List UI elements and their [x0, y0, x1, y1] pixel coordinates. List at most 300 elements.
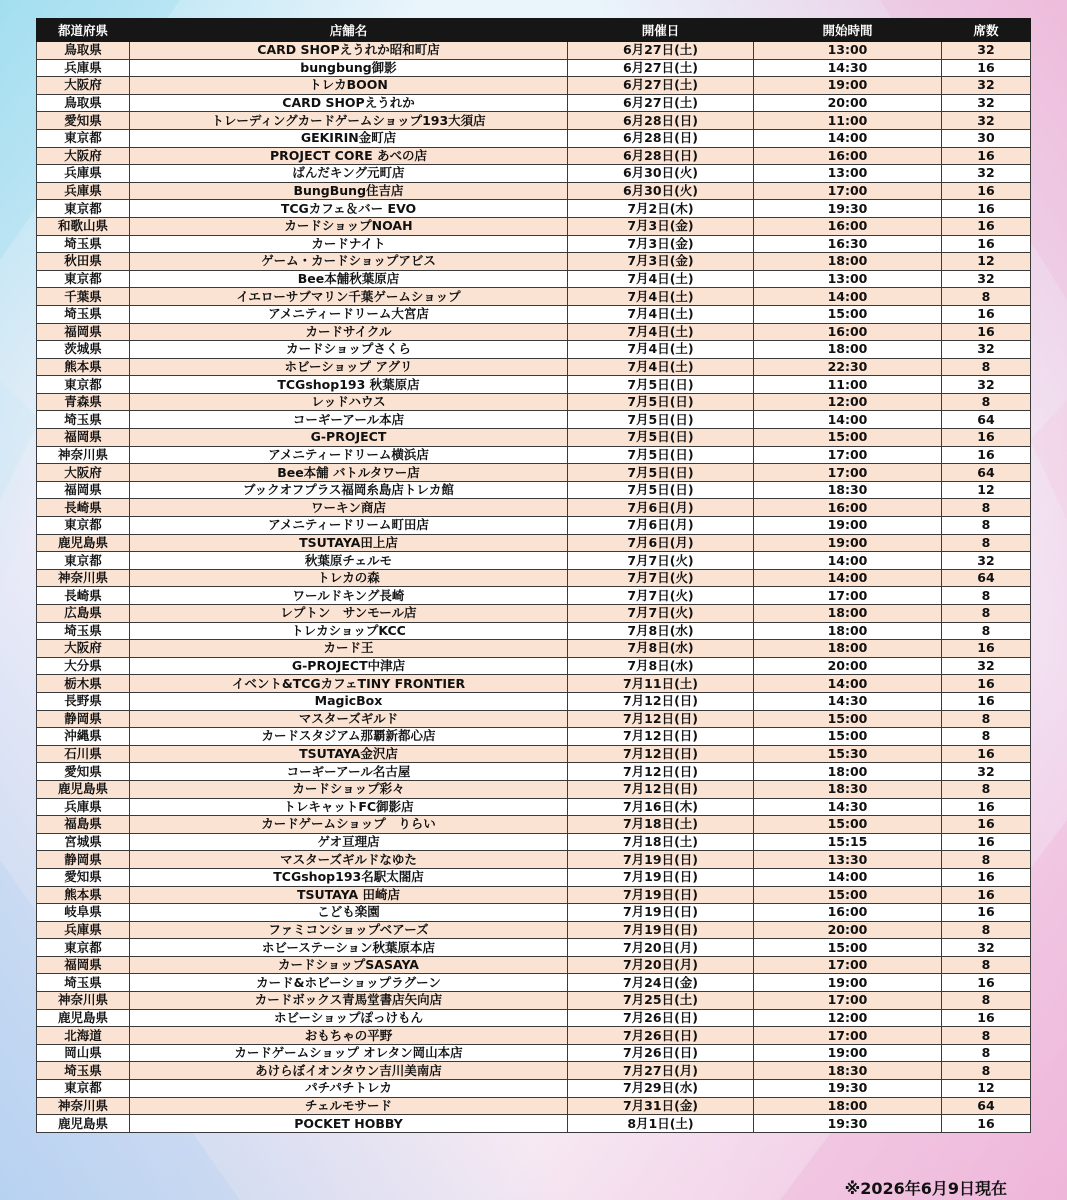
cell-start-time: 18:00	[754, 1097, 942, 1115]
cell-date: 7月3日(金)	[568, 217, 754, 235]
cell-start-time: 18:30	[754, 481, 942, 499]
cell-date: 7月12日(日)	[568, 780, 754, 798]
cell-prefecture: 神奈川県	[37, 1097, 130, 1115]
cell-prefecture: 兵庫県	[37, 921, 130, 939]
cell-seats: 12	[942, 1080, 1031, 1098]
table-row	[37, 992, 1031, 1010]
table-row	[37, 956, 1031, 974]
cell-prefecture: 東京都	[37, 1080, 130, 1098]
cell-date: 7月19日(日)	[568, 886, 754, 904]
cell-prefecture: 東京都	[37, 939, 130, 957]
cell-date: 7月5日(日)	[568, 376, 754, 394]
header-seats: 席数	[942, 19, 1031, 42]
cell-date: 6月30日(火)	[568, 182, 754, 200]
cell-store-name: ばんだキング元町店	[130, 165, 568, 183]
cell-start-time: 19:30	[754, 1080, 942, 1098]
cell-start-time: 14:30	[754, 692, 942, 710]
cell-prefecture: 鹿児島県	[37, 534, 130, 552]
cell-date: 7月5日(日)	[568, 393, 754, 411]
cell-start-time: 15:30	[754, 745, 942, 763]
cell-seats: 16	[942, 640, 1031, 658]
cell-store-name: カード王	[130, 640, 568, 658]
cell-start-time: 14:00	[754, 129, 942, 147]
cell-seats: 32	[942, 112, 1031, 130]
cell-date: 7月6日(月)	[568, 499, 754, 517]
cell-seats: 16	[942, 147, 1031, 165]
cell-prefecture: 福岡県	[37, 481, 130, 499]
cell-prefecture: 埼玉県	[37, 622, 130, 640]
cell-seats: 16	[942, 217, 1031, 235]
cell-date: 7月4日(土)	[568, 323, 754, 341]
cell-prefecture: 大阪府	[37, 77, 130, 95]
cell-seats: 16	[942, 675, 1031, 693]
cell-store-name: トレカBOON	[130, 77, 568, 95]
cell-date: 7月5日(日)	[568, 446, 754, 464]
cell-start-time: 18:00	[754, 253, 942, 271]
cell-store-name: カードナイト	[130, 235, 568, 253]
cell-store-name: ゲオ亘理店	[130, 833, 568, 851]
cell-start-time: 19:00	[754, 77, 942, 95]
table-row	[37, 129, 1031, 147]
cell-date: 7月5日(日)	[568, 464, 754, 482]
cell-seats: 16	[942, 235, 1031, 253]
cell-date: 7月8日(水)	[568, 622, 754, 640]
cell-store-name: BungBung住吉店	[130, 182, 568, 200]
cell-prefecture: 東京都	[37, 270, 130, 288]
table-row	[37, 1080, 1031, 1098]
cell-seats: 64	[942, 464, 1031, 482]
cell-start-time: 11:00	[754, 112, 942, 130]
table-row	[37, 305, 1031, 323]
cell-start-time: 13:00	[754, 42, 942, 60]
cell-store-name: TSUTAYA 田崎店	[130, 886, 568, 904]
cell-store-name: チェルモサード	[130, 1097, 568, 1115]
cell-date: 8月1日(土)	[568, 1115, 754, 1133]
cell-store-name: カードショップさくら	[130, 341, 568, 359]
schedule-table-container	[36, 18, 1030, 1133]
table-row	[37, 1097, 1031, 1115]
table-row	[37, 1115, 1031, 1133]
table-row	[37, 323, 1031, 341]
cell-store-name: パチパチトレカ	[130, 1080, 568, 1098]
cell-start-time: 20:00	[754, 94, 942, 112]
cell-store-name: イベント&TCGカフェTINY FRONTIER	[130, 675, 568, 693]
cell-store-name: G-PROJECT	[130, 429, 568, 447]
cell-store-name: アメニティードリーム横浜店	[130, 446, 568, 464]
table-header-row	[37, 19, 1031, 42]
table-row	[37, 1044, 1031, 1062]
cell-seats: 16	[942, 446, 1031, 464]
cell-prefecture: 福岡県	[37, 429, 130, 447]
cell-prefecture: 神奈川県	[37, 446, 130, 464]
table-row	[37, 253, 1031, 271]
cell-start-time: 15:00	[754, 429, 942, 447]
cell-seats: 8	[942, 992, 1031, 1010]
cell-date: 6月27日(土)	[568, 42, 754, 60]
cell-date: 7月26日(日)	[568, 1027, 754, 1045]
cell-date: 7月20日(月)	[568, 956, 754, 974]
cell-store-name: カード&ホビーショップラグーン	[130, 974, 568, 992]
cell-seats: 16	[942, 745, 1031, 763]
cell-date: 7月7日(火)	[568, 587, 754, 605]
table-row	[37, 1027, 1031, 1045]
table-row	[37, 147, 1031, 165]
cell-start-time: 18:30	[754, 1062, 942, 1080]
table-row	[37, 569, 1031, 587]
cell-start-time: 19:30	[754, 200, 942, 218]
table-row	[37, 833, 1031, 851]
cell-start-time: 20:00	[754, 921, 942, 939]
cell-store-name: カードスタジアム那覇新都心店	[130, 728, 568, 746]
cell-store-name: カードショップNOAH	[130, 217, 568, 235]
cell-start-time: 15:00	[754, 886, 942, 904]
table-body	[37, 42, 1031, 1133]
cell-prefecture: 大阪府	[37, 464, 130, 482]
cell-store-name: カードボックス青馬堂書店矢向店	[130, 992, 568, 1010]
cell-start-time: 19:30	[754, 1115, 942, 1133]
cell-prefecture: 東京都	[37, 517, 130, 535]
cell-seats: 8	[942, 499, 1031, 517]
cell-prefecture: 埼玉県	[37, 305, 130, 323]
cell-prefecture: 石川県	[37, 745, 130, 763]
cell-seats: 8	[942, 1044, 1031, 1062]
cell-prefecture: 沖縄県	[37, 728, 130, 746]
table-row	[37, 446, 1031, 464]
cell-store-name: カードショップ彩々	[130, 780, 568, 798]
cell-prefecture: 愛知県	[37, 112, 130, 130]
table-row	[37, 270, 1031, 288]
cell-prefecture: 兵庫県	[37, 59, 130, 77]
table-row	[37, 94, 1031, 112]
cell-start-time: 18:00	[754, 341, 942, 359]
table-row	[37, 429, 1031, 447]
table-row	[37, 1009, 1031, 1027]
cell-prefecture: 鳥取県	[37, 94, 130, 112]
cell-seats: 16	[942, 904, 1031, 922]
cell-start-time: 18:00	[754, 605, 942, 623]
cell-date: 7月12日(日)	[568, 728, 754, 746]
cell-seats: 8	[942, 605, 1031, 623]
cell-date: 7月5日(日)	[568, 411, 754, 429]
cell-seats: 16	[942, 59, 1031, 77]
table-row	[37, 851, 1031, 869]
cell-seats: 8	[942, 517, 1031, 535]
cell-date: 7月3日(金)	[568, 253, 754, 271]
cell-start-time: 14:00	[754, 411, 942, 429]
cell-date: 7月12日(日)	[568, 763, 754, 781]
cell-prefecture: 岡山県	[37, 1044, 130, 1062]
cell-seats: 32	[942, 42, 1031, 60]
header-prefecture: 都道府県	[37, 19, 130, 42]
cell-start-time: 17:00	[754, 992, 942, 1010]
cell-date: 7月7日(火)	[568, 605, 754, 623]
cell-start-time: 16:00	[754, 499, 942, 517]
cell-seats: 8	[942, 587, 1031, 605]
cell-date: 7月8日(水)	[568, 640, 754, 658]
cell-store-name: おもちゃの平野	[130, 1027, 568, 1045]
cell-date: 7月3日(金)	[568, 235, 754, 253]
cell-start-time: 14:30	[754, 59, 942, 77]
schedule-table	[36, 18, 1031, 1133]
cell-date: 7月4日(土)	[568, 305, 754, 323]
cell-seats: 16	[942, 692, 1031, 710]
cell-prefecture: 静岡県	[37, 851, 130, 869]
cell-prefecture: 鹿児島県	[37, 1009, 130, 1027]
cell-store-name: ブックオフプラス福岡糸島店トレカ館	[130, 481, 568, 499]
cell-start-time: 17:00	[754, 587, 942, 605]
table-row	[37, 552, 1031, 570]
cell-store-name: トレーディングカードゲームショップ193大須店	[130, 112, 568, 130]
cell-prefecture: 福島県	[37, 816, 130, 834]
table-row	[37, 763, 1031, 781]
table-row	[37, 868, 1031, 886]
cell-store-name: ホビーステーション秋葉原本店	[130, 939, 568, 957]
as-of-date-note: ※2026年6月9日現在	[844, 1179, 1007, 1198]
cell-prefecture: 東京都	[37, 376, 130, 394]
cell-prefecture: 埼玉県	[37, 1062, 130, 1080]
cell-start-time: 15:00	[754, 939, 942, 957]
header-time: 開始時間	[754, 19, 942, 42]
cell-start-time: 11:00	[754, 376, 942, 394]
cell-seats: 64	[942, 411, 1031, 429]
cell-date: 7月26日(日)	[568, 1044, 754, 1062]
cell-prefecture: 茨城県	[37, 341, 130, 359]
cell-date: 7月4日(土)	[568, 270, 754, 288]
cell-seats: 16	[942, 323, 1031, 341]
cell-seats: 8	[942, 1027, 1031, 1045]
cell-store-name: マスターズギルドなゆた	[130, 851, 568, 869]
table-row	[37, 728, 1031, 746]
cell-date: 7月24日(金)	[568, 974, 754, 992]
table-row	[37, 464, 1031, 482]
cell-start-time: 17:00	[754, 182, 942, 200]
table-row	[37, 288, 1031, 306]
cell-seats: 32	[942, 939, 1031, 957]
cell-prefecture: 北海道	[37, 1027, 130, 1045]
cell-date: 7月4日(土)	[568, 341, 754, 359]
cell-start-time: 18:00	[754, 763, 942, 781]
cell-seats: 32	[942, 552, 1031, 570]
cell-start-time: 17:00	[754, 464, 942, 482]
table-row	[37, 1062, 1031, 1080]
cell-prefecture: 愛知県	[37, 763, 130, 781]
cell-store-name: トレキャットFC御影店	[130, 798, 568, 816]
cell-seats: 32	[942, 165, 1031, 183]
table-row	[37, 816, 1031, 834]
table-row	[37, 411, 1031, 429]
cell-seats: 8	[942, 622, 1031, 640]
table-row	[37, 341, 1031, 359]
table-row	[37, 358, 1031, 376]
cell-store-name: bungbung御影	[130, 59, 568, 77]
cell-prefecture: 宮城県	[37, 833, 130, 851]
cell-store-name: カードゲームショップ オレタン岡山本店	[130, 1044, 568, 1062]
cell-prefecture: 千葉県	[37, 288, 130, 306]
cell-seats: 32	[942, 657, 1031, 675]
cell-prefecture: 福岡県	[37, 323, 130, 341]
cell-seats: 8	[942, 921, 1031, 939]
table-row	[37, 939, 1031, 957]
cell-store-name: PROJECT CORE あべの店	[130, 147, 568, 165]
cell-start-time: 15:00	[754, 728, 942, 746]
cell-seats: 16	[942, 1009, 1031, 1027]
cell-date: 6月28日(日)	[568, 129, 754, 147]
cell-start-time: 17:00	[754, 1027, 942, 1045]
cell-seats: 32	[942, 77, 1031, 95]
cell-start-time: 17:00	[754, 446, 942, 464]
cell-prefecture: 静岡県	[37, 710, 130, 728]
cell-prefecture: 東京都	[37, 200, 130, 218]
cell-store-name: アメニティードリーム町田店	[130, 517, 568, 535]
table-row	[37, 904, 1031, 922]
table-row	[37, 517, 1031, 535]
table-row	[37, 587, 1031, 605]
cell-seats: 8	[942, 780, 1031, 798]
table-row	[37, 710, 1031, 728]
cell-prefecture: 栃木県	[37, 675, 130, 693]
cell-start-time: 16:00	[754, 904, 942, 922]
cell-store-name: コーギーアール名古屋	[130, 763, 568, 781]
cell-seats: 8	[942, 534, 1031, 552]
cell-seats: 12	[942, 481, 1031, 499]
cell-date: 7月20日(月)	[568, 939, 754, 957]
cell-start-time: 19:00	[754, 534, 942, 552]
cell-store-name: ホビーショップぽっけもん	[130, 1009, 568, 1027]
table-row	[37, 481, 1031, 499]
cell-prefecture: 東京都	[37, 129, 130, 147]
cell-start-time: 15:00	[754, 305, 942, 323]
cell-prefecture: 兵庫県	[37, 165, 130, 183]
cell-start-time: 18:00	[754, 640, 942, 658]
cell-store-name: ワーキン商店	[130, 499, 568, 517]
cell-date: 7月31日(金)	[568, 1097, 754, 1115]
table-row	[37, 692, 1031, 710]
cell-prefecture: 東京都	[37, 552, 130, 570]
cell-seats: 32	[942, 763, 1031, 781]
cell-start-time: 16:00	[754, 147, 942, 165]
cell-date: 7月2日(木)	[568, 200, 754, 218]
cell-date: 7月19日(日)	[568, 868, 754, 886]
cell-seats: 32	[942, 376, 1031, 394]
cell-prefecture: 埼玉県	[37, 411, 130, 429]
cell-start-time: 12:00	[754, 1009, 942, 1027]
cell-date: 7月8日(水)	[568, 657, 754, 675]
cell-seats: 16	[942, 868, 1031, 886]
cell-prefecture: 大阪府	[37, 147, 130, 165]
cell-date: 7月11日(土)	[568, 675, 754, 693]
cell-start-time: 17:00	[754, 956, 942, 974]
cell-prefecture: 兵庫県	[37, 798, 130, 816]
cell-start-time: 15:00	[754, 710, 942, 728]
cell-date: 7月19日(日)	[568, 904, 754, 922]
cell-date: 7月5日(日)	[568, 429, 754, 447]
cell-store-name: TSUTAYA田上店	[130, 534, 568, 552]
table-row	[37, 921, 1031, 939]
cell-start-time: 16:30	[754, 235, 942, 253]
cell-store-name: Bee本舗秋葉原店	[130, 270, 568, 288]
cell-date: 6月28日(日)	[568, 147, 754, 165]
cell-store-name: G-PROJECT中津店	[130, 657, 568, 675]
cell-seats: 8	[942, 1062, 1031, 1080]
cell-seats: 8	[942, 288, 1031, 306]
cell-seats: 16	[942, 833, 1031, 851]
cell-start-time: 14:00	[754, 552, 942, 570]
cell-seats: 16	[942, 200, 1031, 218]
cell-store-name: あけらぼイオンタウン吉川美南店	[130, 1062, 568, 1080]
cell-date: 7月12日(日)	[568, 710, 754, 728]
cell-start-time: 14:00	[754, 569, 942, 587]
cell-seats: 8	[942, 851, 1031, 869]
cell-start-time: 19:00	[754, 1044, 942, 1062]
table-row	[37, 886, 1031, 904]
cell-prefecture: 和歌山県	[37, 217, 130, 235]
table-row	[37, 780, 1031, 798]
cell-store-name: レプトン サンモール店	[130, 605, 568, 623]
header-date: 開催日	[568, 19, 754, 42]
cell-prefecture: 長野県	[37, 692, 130, 710]
cell-store-name: カードゲームショップ りらい	[130, 816, 568, 834]
cell-store-name: ワールドキング長崎	[130, 587, 568, 605]
header-store: 店舗名	[130, 19, 568, 42]
cell-start-time: 13:00	[754, 165, 942, 183]
cell-start-time: 15:15	[754, 833, 942, 851]
cell-prefecture: 広島県	[37, 605, 130, 623]
cell-seats: 16	[942, 1115, 1031, 1133]
cell-store-name: コーギーアール本店	[130, 411, 568, 429]
cell-prefecture: 熊本県	[37, 358, 130, 376]
cell-seats: 32	[942, 341, 1031, 359]
cell-seats: 64	[942, 1097, 1031, 1115]
table-row	[37, 112, 1031, 130]
cell-start-time: 14:00	[754, 288, 942, 306]
cell-date: 7月19日(日)	[568, 851, 754, 869]
cell-seats: 32	[942, 270, 1031, 288]
cell-seats: 8	[942, 710, 1031, 728]
cell-prefecture: 熊本県	[37, 886, 130, 904]
cell-store-name: CARD SHOPえうれか	[130, 94, 568, 112]
cell-prefecture: 岐阜県	[37, 904, 130, 922]
cell-start-time: 14:30	[754, 798, 942, 816]
cell-prefecture: 長崎県	[37, 499, 130, 517]
cell-prefecture: 埼玉県	[37, 235, 130, 253]
table-row	[37, 675, 1031, 693]
cell-store-name: レッドハウス	[130, 393, 568, 411]
cell-date: 7月19日(日)	[568, 921, 754, 939]
cell-store-name: TCGshop193名駅太閤店	[130, 868, 568, 886]
cell-date: 6月27日(土)	[568, 59, 754, 77]
table-row	[37, 499, 1031, 517]
table-row	[37, 745, 1031, 763]
cell-store-name: カードショップSASAYA	[130, 956, 568, 974]
table-row	[37, 534, 1031, 552]
cell-seats: 16	[942, 305, 1031, 323]
table-row	[37, 59, 1031, 77]
cell-date: 7月5日(日)	[568, 481, 754, 499]
cell-date: 7月29日(水)	[568, 1080, 754, 1098]
cell-prefecture: 神奈川県	[37, 569, 130, 587]
table-row	[37, 657, 1031, 675]
cell-seats: 8	[942, 728, 1031, 746]
cell-seats: 16	[942, 182, 1031, 200]
cell-seats: 64	[942, 569, 1031, 587]
table-row	[37, 798, 1031, 816]
cell-prefecture: 兵庫県	[37, 182, 130, 200]
cell-start-time: 16:00	[754, 217, 942, 235]
cell-store-name: ゲーム・カードショップアビス	[130, 253, 568, 271]
cell-start-time: 12:00	[754, 393, 942, 411]
table-row	[37, 393, 1031, 411]
cell-prefecture: 鹿児島県	[37, 780, 130, 798]
